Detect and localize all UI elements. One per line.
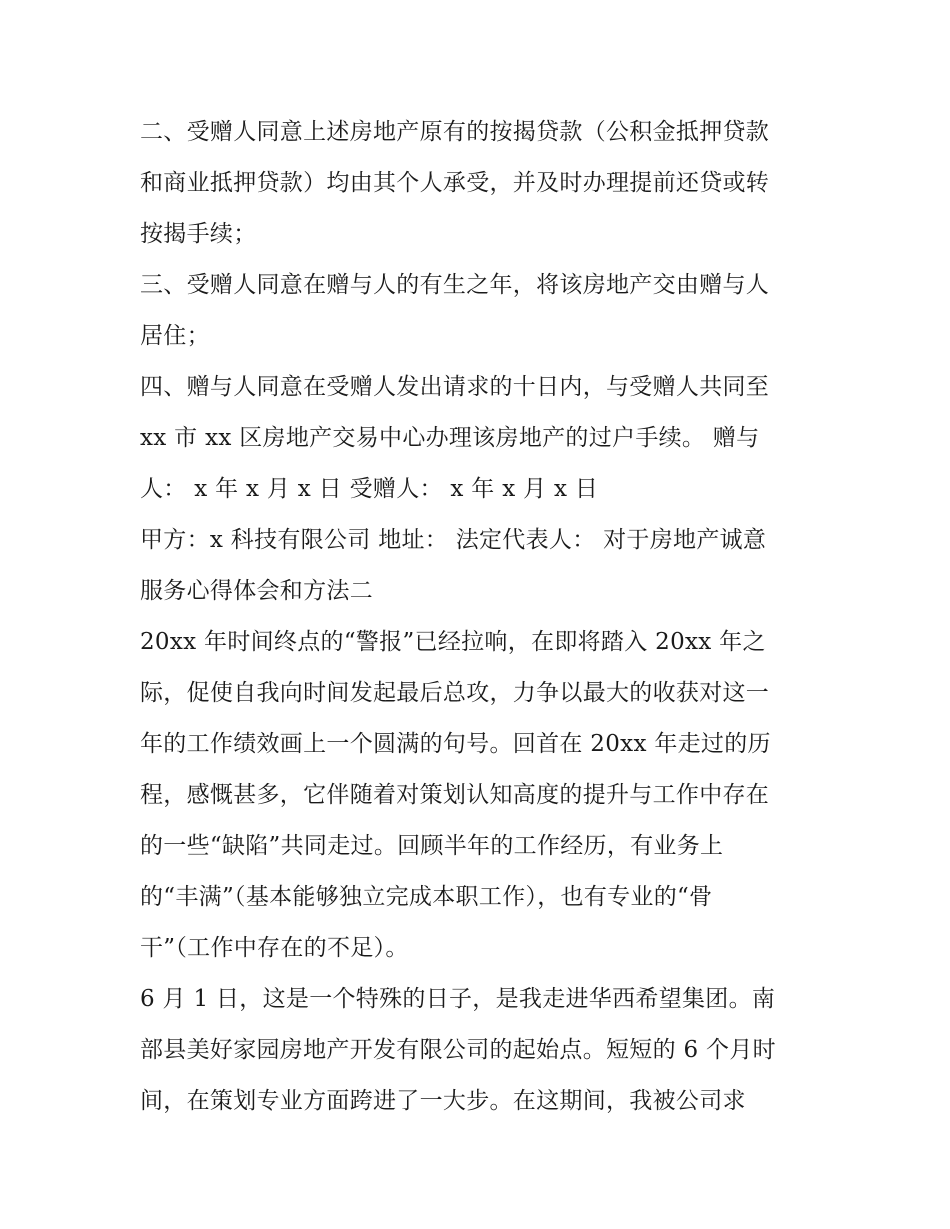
- text-line: 6 月 1 日，这是一个特殊的日子，是我走进华西希望集团。南: [140, 986, 776, 1012]
- text-line: 程，感慨甚多，它伴随着对策划认知高度的提升与工作中存在: [140, 782, 770, 808]
- text-line: 20xx 年时间终点的“警报”已经拉响，在即将踏入 20xx 年之: [140, 629, 766, 655]
- text-line: 按揭手续；: [140, 221, 257, 247]
- text-line: 的一些“缺陷”共同走过。回顾半年的工作经历，有业务上: [140, 833, 724, 859]
- text-line: 四、赠与人同意在受赠人发出请求的十日内，与受赠人共同至: [140, 374, 770, 400]
- text-line: 人： x 年 x 月 x 日 受赠人： x 年 x 月 x 日: [140, 476, 599, 502]
- text-line: 服务心得体会和方法二: [140, 578, 373, 604]
- text-line: 居住；: [140, 323, 210, 349]
- text-line: 间，在策划专业方面跨进了一大步。在这期间，我被公司求: [140, 1088, 746, 1114]
- text-line: 的“丰满”（基本能够独立完成本职工作），也有专业的“骨: [140, 884, 713, 910]
- text-line: 三、受赠人同意在赠与人的有生之年，将该房地产交由赠与人: [140, 272, 770, 298]
- text-line: 年的工作绩效画上一个圆满的句号。回首在 20xx 年走过的历: [140, 731, 771, 757]
- document-body: [140, 107, 830, 1127]
- text-line: 甲方：x 科技有限公司 地址： 法定代表人： 对于房地产诚意: [140, 527, 767, 553]
- text-line: 二、受赠人同意上述房地产原有的按揭贷款（公积金抵押贷款: [140, 119, 770, 145]
- text-line: xx 市 xx 区房地产交易中心办理该房地产的过户手续。 赠与: [140, 425, 760, 451]
- text-line: 际，促使自我向时间发起最后总攻，力争以最大的收获对这一: [140, 680, 770, 706]
- text-line: 部县美好家园房地产开发有限公司的起始点。短短的 6 个月时: [140, 1037, 776, 1063]
- text-line: 和商业抵押贷款）均由其个人承受，并及时办理提前还贷或转: [140, 170, 770, 196]
- text-line: 干”（工作中存在的不足）。: [140, 935, 409, 961]
